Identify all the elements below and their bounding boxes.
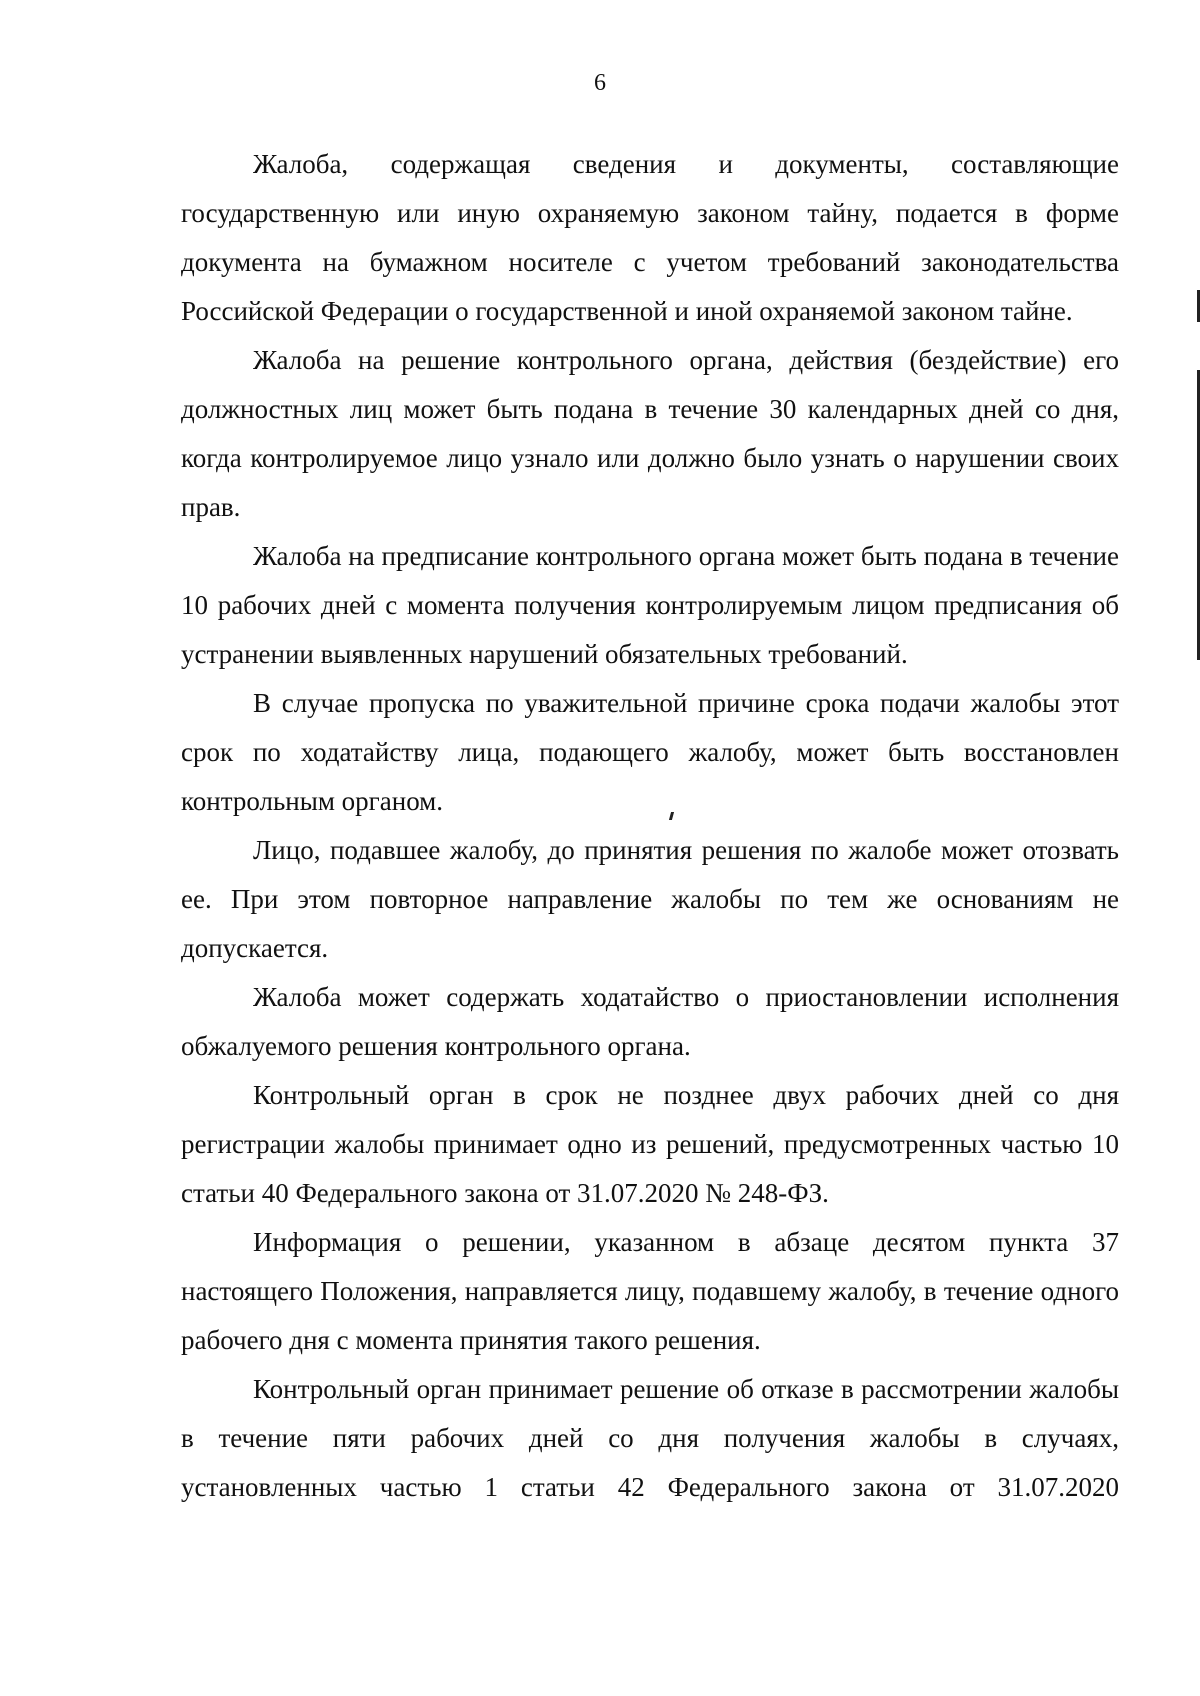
document-body (181, 140, 1119, 1512)
paragraph-1: Жалоба, содержащая сведения и документы, составляющие государственную или иную охраняемую законом тайну, подается в форме документа на бумажном носителе с учетом требований законодательства Российской Федерации о государственной и иной охраняемой законом тайне. (181, 149, 1119, 326)
page-number: 6 (594, 70, 606, 96)
paragraph-2: Жалоба на решение контрольного органа, действия (бездействие) его должностных лиц может быть подана в течение 30 календарных дней со дня, когда контролируемое лицо узнало или должно было узнать о нарушении своих прав. (181, 345, 1119, 522)
paragraph-7: Контрольный орган в срок не позднее двух рабочих дней со дня регистрации жалобы принимает одно из решений, предусмотренных частью 10 статьи 40 Федерального закона от 31.07.2020 № 248-ФЗ. (181, 1080, 1119, 1208)
paragraph-8: Информация о решении, указанном в абзаце десятом пункта 37 настоящего Положения, направляется лицу, подавшему жалобу, в течение одного рабочего дня с момента принятия такого решения. (181, 1227, 1119, 1355)
paragraph-9: Контрольный орган принимает решение об отказе в рассмотрении жалобы в течение пяти рабочих дней со дня получения жалобы в случаях, установленных частью 1 статьи 42 Федерального закона от 31.07.2020 (181, 1374, 1119, 1502)
paragraph-4: В случае пропуска по уважительной причине срока подачи жалобы этот срок по ходатайству лица, подающего жалобу, может быть восстановлен контрольным органом. (181, 688, 1119, 816)
paragraph-6: Жалоба может содержать ходатайство о приостановлении исполнения обжалуемого решения контрольного органа. (181, 982, 1119, 1061)
paragraph-5: Лицо, подавшее жалобу, до принятия решения по жалобе может отозвать ее. При этом повторное направление жалобы по тем же основаниям не допускается. (181, 835, 1119, 963)
paragraph-3: Жалоба на предписание контрольного органа может быть подана в течение 10 рабочих дней с момента получения контролируемым лицом предписания об устранении выявленных нарушений обязательных требований. (181, 541, 1119, 669)
